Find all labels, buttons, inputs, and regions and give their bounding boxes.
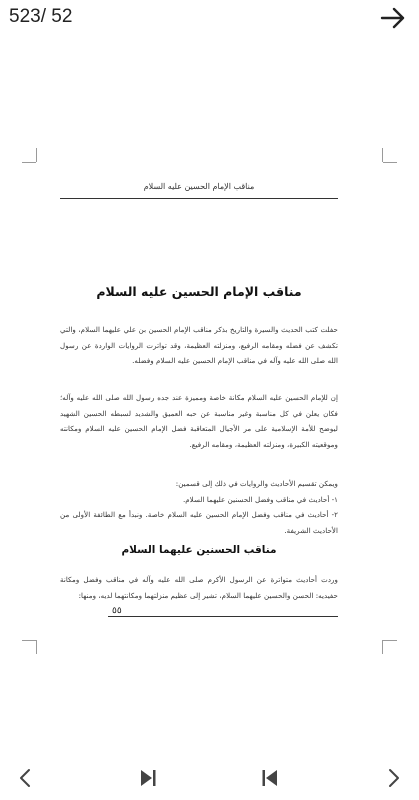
crop-mark [36, 640, 37, 654]
footer-rule [108, 616, 338, 617]
running-head: مناقب الإمام الحسين عليه السلام [143, 182, 255, 191]
section-title: مناقب الحسنين عليهما السلام [121, 544, 277, 556]
list-block [60, 476, 338, 538]
crop-mark [383, 162, 397, 163]
page-title: مناقب الإمام الحسين عليه السلام [96, 284, 302, 299]
skip-to-last-icon[interactable] [136, 766, 160, 790]
next-page-icon[interactable] [381, 766, 405, 790]
crop-mark [383, 640, 397, 641]
forward-arrow-icon[interactable] [379, 6, 407, 30]
viewer-top-bar [0, 0, 419, 36]
crop-mark [22, 640, 36, 641]
crop-mark [382, 640, 383, 654]
list-item: ٢- أحاديث في مناقب وفضل الإمام الحسين عليه السلام خاصة. ونبدأ مع الطائفة الأولى من الأحاديث الشريفة. [60, 510, 338, 535]
list-intro: ويمكن تقسيم الأحاديث والروايات في ذلك إلى قسمين: [175, 479, 338, 488]
viewer-bottom-bar [0, 762, 419, 796]
book-page [60, 170, 360, 630]
crop-mark [382, 148, 383, 162]
list-item: ١- أحاديث في مناقب وفضل الحسنين عليهما السلام. [182, 494, 338, 504]
crop-mark [22, 162, 36, 163]
crop-mark [36, 148, 37, 162]
paragraph-3: وردت أحاديث متواترة عن الرسول الأكرم صلى الله عليه وآله في مناقب وفضل ومكانة حفيديه: الحسن والحسين عليهما السلام، تشير إلى عظيم منزلتهما ومكانتهما لديه، ومنها: [60, 575, 338, 600]
paragraph-2: إن للإمام الحسين عليه السلام مكانة خاصة ومميزة عند جده رسول الله صلى الله عليه وآله؛ فكان يعلن في كل مناسبة وغير مناسبة عن حبه العميق والشديد لسبطه الحسين الشهيد ليوضح للأمة الإسلامية على مر الأجيال المتعاقبة فضل الإمام الحسين عليه السلام ومكانته وموقعيته الكبيرة، ومنزلته العظيمة، ومقامه الرفيع. [60, 393, 338, 449]
page-number: ٥٥ [112, 606, 122, 616]
header-rule [60, 198, 338, 199]
previous-page-icon[interactable] [14, 766, 38, 790]
page-counter: 523/ 52 [9, 6, 73, 27]
skip-to-first-icon[interactable] [258, 766, 282, 790]
paragraph-1: حفلت كتب الحديث والسيرة والتاريخ بذكر مناقب الإمام الحسين بن علي عليهما السلام، والتي تكشف عن فضله ومقامه الرفيع، ومنزلته العظيمة، وقد تواترت الروايات الواردة عن رسول الله صلى الله عليه وآله في مناقب الإمام الحسين عليه السلام وفضله. [60, 325, 338, 365]
